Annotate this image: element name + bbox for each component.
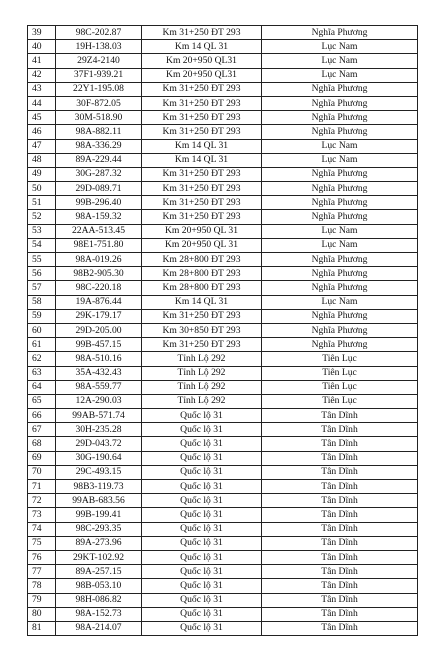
table-row — [28, 309, 418, 323]
location-cell: Km 28+800 ĐT 293 — [142, 281, 262, 295]
area-cell: Nghĩa Phương — [262, 210, 418, 224]
area-cell: Nghĩa Phương — [262, 111, 418, 125]
table-row — [28, 465, 418, 479]
area-cell: Tân Dĩnh — [262, 607, 418, 621]
row-number-cell: 77 — [28, 565, 56, 579]
location-cell: Km 20+950 QL 31 — [142, 224, 262, 238]
row-number-cell: 58 — [28, 295, 56, 309]
license-plate-cell: 98A-559.77 — [56, 380, 142, 394]
row-number-cell: 52 — [28, 210, 56, 224]
table-row — [28, 54, 418, 68]
table-row — [28, 111, 418, 125]
location-cell: Km 14 QL 31 — [142, 295, 262, 309]
table-row — [28, 26, 418, 40]
area-cell: Tân Dĩnh — [262, 565, 418, 579]
row-number-cell: 75 — [28, 536, 56, 550]
location-cell: Quốc lộ 31 — [142, 536, 262, 550]
area-cell: Tiên Lục — [262, 380, 418, 394]
license-plate-cell: 89A-257.15 — [56, 565, 142, 579]
row-number-cell: 78 — [28, 579, 56, 593]
area-cell: Tân Dĩnh — [262, 409, 418, 423]
license-plate-cell: 99B-296.40 — [56, 196, 142, 210]
table-row — [28, 394, 418, 408]
table-row — [28, 579, 418, 593]
location-cell: Quốc lộ 31 — [142, 437, 262, 451]
license-plate-cell: 98A-510.16 — [56, 352, 142, 366]
row-number-cell: 41 — [28, 54, 56, 68]
table-row — [28, 224, 418, 238]
table-row — [28, 607, 418, 621]
location-cell: Quốc lộ 31 — [142, 465, 262, 479]
license-plate-cell: 98B3-119.73 — [56, 480, 142, 494]
location-cell: Km 14 QL 31 — [142, 153, 262, 167]
table-row — [28, 409, 418, 423]
row-number-cell: 72 — [28, 494, 56, 508]
table-row — [28, 366, 418, 380]
location-cell: Tỉnh Lộ 292 — [142, 380, 262, 394]
area-cell: Nghĩa Phương — [262, 167, 418, 181]
row-number-cell: 56 — [28, 267, 56, 281]
area-cell: Tân Dĩnh — [262, 621, 418, 635]
table-row — [28, 323, 418, 337]
row-number-cell: 80 — [28, 607, 56, 621]
license-plate-cell: 98A-152.73 — [56, 607, 142, 621]
location-cell: Km 31+250 ĐT 293 — [142, 167, 262, 181]
table-row — [28, 352, 418, 366]
table-row — [28, 480, 418, 494]
area-cell: Tân Dĩnh — [262, 494, 418, 508]
location-cell: Quốc lộ 31 — [142, 423, 262, 437]
area-cell: Tân Dĩnh — [262, 593, 418, 607]
area-cell: Nghĩa Phương — [262, 309, 418, 323]
table-row — [28, 210, 418, 224]
area-cell: Nghĩa Phương — [262, 338, 418, 352]
area-cell: Lục Nam — [262, 40, 418, 54]
row-number-cell: 71 — [28, 480, 56, 494]
area-cell: Tân Dĩnh — [262, 522, 418, 536]
location-cell: Km 14 QL 31 — [142, 139, 262, 153]
location-cell: Km 31+250 ĐT 293 — [142, 26, 262, 40]
table-row — [28, 40, 418, 54]
area-cell: Nghĩa Phương — [262, 267, 418, 281]
area-cell: Lục Nam — [262, 139, 418, 153]
license-plate-cell: 35A-432.43 — [56, 366, 142, 380]
row-number-cell: 54 — [28, 238, 56, 252]
area-cell: Nghĩa Phương — [262, 125, 418, 139]
location-cell: Km 28+800 ĐT 293 — [142, 253, 262, 267]
row-number-cell: 49 — [28, 167, 56, 181]
table-row — [28, 565, 418, 579]
row-number-cell: 42 — [28, 68, 56, 82]
row-number-cell: 74 — [28, 522, 56, 536]
area-cell: Tân Dĩnh — [262, 536, 418, 550]
license-plate-cell: 29KT-102.92 — [56, 550, 142, 564]
row-number-cell: 64 — [28, 380, 56, 394]
table-body — [28, 26, 418, 636]
violation-table — [27, 25, 418, 636]
row-number-cell: 73 — [28, 508, 56, 522]
area-cell: Nghĩa Phương — [262, 281, 418, 295]
area-cell: Nghĩa Phương — [262, 253, 418, 267]
license-plate-cell: 98A-214.07 — [56, 621, 142, 635]
row-number-cell: 48 — [28, 153, 56, 167]
area-cell: Tân Dĩnh — [262, 451, 418, 465]
area-cell: Tiên Lục — [262, 394, 418, 408]
table-row — [28, 96, 418, 110]
license-plate-cell: 30M-518.90 — [56, 111, 142, 125]
table-row — [28, 550, 418, 564]
license-plate-cell: 98E1-751.80 — [56, 238, 142, 252]
location-cell: Km 14 QL 31 — [142, 40, 262, 54]
location-cell: Km 31+250 ĐT 293 — [142, 82, 262, 96]
license-plate-cell: 29K-179.17 — [56, 309, 142, 323]
table-row — [28, 153, 418, 167]
area-cell: Nghĩa Phương — [262, 182, 418, 196]
location-cell: Quốc lộ 31 — [142, 494, 262, 508]
area-cell: Tân Dĩnh — [262, 480, 418, 494]
area-cell: Lục Nam — [262, 68, 418, 82]
license-plate-cell: 98C-220.18 — [56, 281, 142, 295]
area-cell: Lục Nam — [262, 295, 418, 309]
license-plate-cell: 30H-235.28 — [56, 423, 142, 437]
license-plate-cell: 30F-872.05 — [56, 96, 142, 110]
table-row — [28, 536, 418, 550]
location-cell: Km 31+250 ĐT 293 — [142, 125, 262, 139]
table-row — [28, 508, 418, 522]
area-cell: Lục Nam — [262, 153, 418, 167]
license-plate-cell: 29D-089.71 — [56, 182, 142, 196]
row-number-cell: 62 — [28, 352, 56, 366]
license-plate-cell: 89A-273.96 — [56, 536, 142, 550]
table-row — [28, 139, 418, 153]
area-cell: Lục Nam — [262, 224, 418, 238]
license-plate-cell: 98C-202.87 — [56, 26, 142, 40]
license-plate-cell: 99AB-571.74 — [56, 409, 142, 423]
location-cell: Quốc lộ 31 — [142, 522, 262, 536]
license-plate-cell: 12A-290.03 — [56, 394, 142, 408]
location-cell: Km 20+950 QL31 — [142, 54, 262, 68]
license-plate-cell: 99B-199.41 — [56, 508, 142, 522]
area-cell: Tân Dĩnh — [262, 550, 418, 564]
table-row — [28, 68, 418, 82]
area-cell: Tân Dĩnh — [262, 437, 418, 451]
location-cell: Km 31+250 ĐT 293 — [142, 111, 262, 125]
row-number-cell: 79 — [28, 593, 56, 607]
license-plate-cell: 99AB-683.56 — [56, 494, 142, 508]
row-number-cell: 61 — [28, 338, 56, 352]
area-cell: Tiên Lục — [262, 366, 418, 380]
row-number-cell: 67 — [28, 423, 56, 437]
table-row — [28, 182, 418, 196]
location-cell: Km 31+250 ĐT 293 — [142, 196, 262, 210]
location-cell: Km 31+250 ĐT 293 — [142, 210, 262, 224]
license-plate-cell: 29D-043.72 — [56, 437, 142, 451]
row-number-cell: 60 — [28, 323, 56, 337]
table-row — [28, 82, 418, 96]
table-row — [28, 423, 418, 437]
license-plate-cell: 29D-205.00 — [56, 323, 142, 337]
location-cell: Km 31+250 ĐT 293 — [142, 338, 262, 352]
location-cell: Km 20+950 QL31 — [142, 68, 262, 82]
table-row — [28, 196, 418, 210]
area-cell: Lục Nam — [262, 238, 418, 252]
location-cell: Quốc lộ 31 — [142, 480, 262, 494]
row-number-cell: 69 — [28, 451, 56, 465]
table-row — [28, 267, 418, 281]
license-plate-cell: 98A-336.29 — [56, 139, 142, 153]
license-plate-cell: 19H-138.03 — [56, 40, 142, 54]
row-number-cell: 53 — [28, 224, 56, 238]
table-row — [28, 593, 418, 607]
row-number-cell: 65 — [28, 394, 56, 408]
row-number-cell: 39 — [28, 26, 56, 40]
row-number-cell: 81 — [28, 621, 56, 635]
area-cell: Nghĩa Phương — [262, 196, 418, 210]
table-row — [28, 451, 418, 465]
license-plate-cell: 37F1-939.21 — [56, 68, 142, 82]
table-row — [28, 380, 418, 394]
location-cell: Quốc lộ 31 — [142, 565, 262, 579]
location-cell: Quốc lộ 31 — [142, 451, 262, 465]
location-cell: Quốc lộ 31 — [142, 607, 262, 621]
area-cell: Nghĩa Phương — [262, 323, 418, 337]
license-plate-cell: 99B-457.15 — [56, 338, 142, 352]
row-number-cell: 51 — [28, 196, 56, 210]
location-cell: Km 28+800 ĐT 293 — [142, 267, 262, 281]
row-number-cell: 43 — [28, 82, 56, 96]
row-number-cell: 68 — [28, 437, 56, 451]
table-row — [28, 295, 418, 309]
location-cell: Tỉnh Lộ 292 — [142, 352, 262, 366]
license-plate-cell: 98B2-905.30 — [56, 267, 142, 281]
location-cell: Km 31+250 ĐT 293 — [142, 96, 262, 110]
table-row — [28, 253, 418, 267]
area-cell: Tân Dĩnh — [262, 465, 418, 479]
row-number-cell: 40 — [28, 40, 56, 54]
license-plate-cell: 29Z4-2140 — [56, 54, 142, 68]
license-plate-cell: 29C-493.15 — [56, 465, 142, 479]
location-cell: Km 30+850 ĐT 293 — [142, 323, 262, 337]
area-cell: Nghĩa Phương — [262, 96, 418, 110]
table-row — [28, 437, 418, 451]
location-cell: Quốc lộ 31 — [142, 579, 262, 593]
license-plate-cell: 98H-086.82 — [56, 593, 142, 607]
table-row — [28, 338, 418, 352]
area-cell: Tân Dĩnh — [262, 579, 418, 593]
location-cell: Tỉnh Lộ 292 — [142, 366, 262, 380]
table-row — [28, 522, 418, 536]
location-cell: Quốc lộ 31 — [142, 409, 262, 423]
row-number-cell: 66 — [28, 409, 56, 423]
row-number-cell: 57 — [28, 281, 56, 295]
license-plate-cell: 98A-882.11 — [56, 125, 142, 139]
license-plate-cell: 30G-287.32 — [56, 167, 142, 181]
row-number-cell: 63 — [28, 366, 56, 380]
row-number-cell: 76 — [28, 550, 56, 564]
row-number-cell: 55 — [28, 253, 56, 267]
area-cell: Tân Dĩnh — [262, 508, 418, 522]
table-row — [28, 281, 418, 295]
row-number-cell: 44 — [28, 96, 56, 110]
area-cell: Nghĩa Phương — [262, 26, 418, 40]
row-number-cell: 47 — [28, 139, 56, 153]
area-cell: Tân Dĩnh — [262, 423, 418, 437]
row-number-cell: 50 — [28, 182, 56, 196]
location-cell: Km 31+250 ĐT 293 — [142, 182, 262, 196]
location-cell: Tỉnh Lộ 292 — [142, 394, 262, 408]
location-cell: Quốc lộ 31 — [142, 508, 262, 522]
location-cell: Quốc lộ 31 — [142, 593, 262, 607]
table-row — [28, 125, 418, 139]
row-number-cell: 46 — [28, 125, 56, 139]
table-row — [28, 494, 418, 508]
area-cell: Lục Nam — [262, 54, 418, 68]
license-plate-cell: 98B-053.10 — [56, 579, 142, 593]
license-plate-cell: 98A-019.26 — [56, 253, 142, 267]
location-cell: Km 20+950 QL 31 — [142, 238, 262, 252]
license-plate-cell: 22Y1-195.08 — [56, 82, 142, 96]
license-plate-cell: 98A-159.32 — [56, 210, 142, 224]
license-plate-cell: 89A-229.44 — [56, 153, 142, 167]
location-cell: Quốc lộ 31 — [142, 621, 262, 635]
license-plate-cell: 98C-293.35 — [56, 522, 142, 536]
row-number-cell: 59 — [28, 309, 56, 323]
license-plate-cell: 22AA-513.45 — [56, 224, 142, 238]
table-row — [28, 238, 418, 252]
area-cell: Tiên Lục — [262, 352, 418, 366]
row-number-cell: 70 — [28, 465, 56, 479]
location-cell: Quốc lộ 31 — [142, 550, 262, 564]
row-number-cell: 45 — [28, 111, 56, 125]
table-row — [28, 167, 418, 181]
location-cell: Km 31+250 ĐT 293 — [142, 309, 262, 323]
license-plate-cell: 30G-190.64 — [56, 451, 142, 465]
table-row — [28, 621, 418, 635]
area-cell: Nghĩa Phương — [262, 82, 418, 96]
license-plate-cell: 19A-876.44 — [56, 295, 142, 309]
